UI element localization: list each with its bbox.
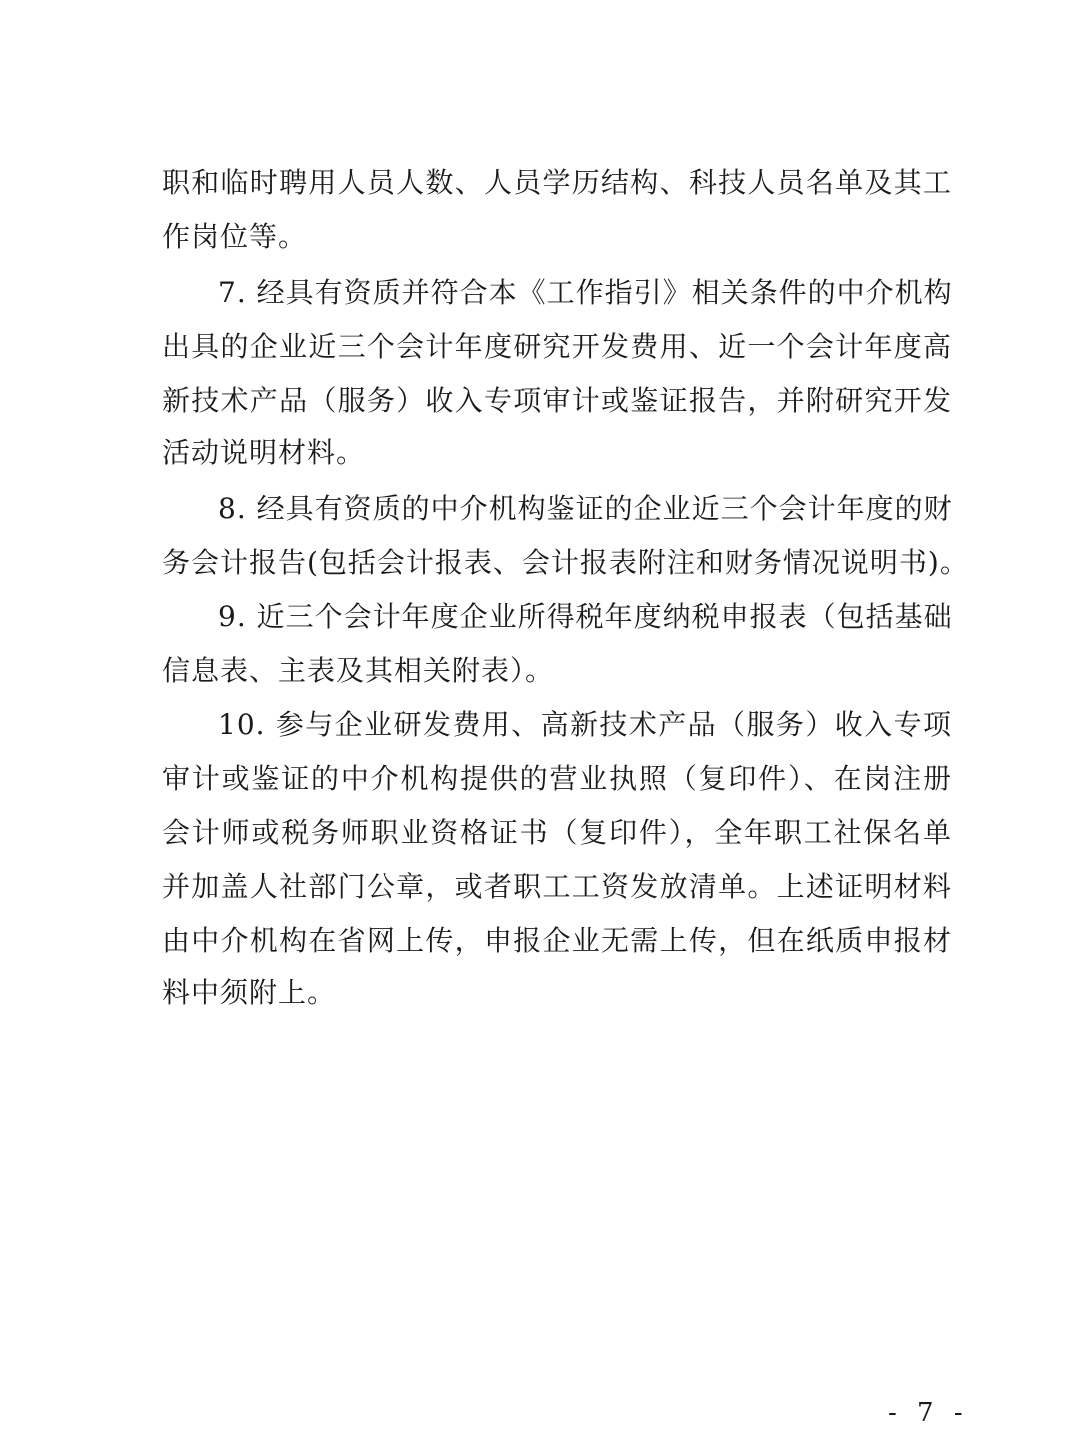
text-line: 作岗位等。 [162,220,308,253]
text-line: 出具的企业近三个会计年度研究开发费用、近一个会计年度高 [162,330,952,363]
text-line: 信息表、主表及其相关附表）。 [162,654,555,687]
list-item-7-line: 7. 经具有资质并符合本《工作指引》相关条件的中介机构 [218,276,953,309]
text-line: 会计师或税务师职业资格证书（复印件），全年职工社保名单 [162,816,952,849]
text-line: 务会计报告(包括会计报表、会计报表附注和财务情况说明书)。 [162,546,969,579]
text-line: 并加盖人社部门公章，或者职工工资发放清单。上述证明材料 [162,870,952,903]
page-number: - 7 - [888,1398,969,1428]
list-item-10-line: 10. 参与企业研发费用、高新技术产品（服务）收入专项 [218,708,952,741]
list-item-8-line: 8. 经具有资质的中介机构鉴证的企业近三个会计年度的财 [218,492,953,525]
text-line: 审计或鉴证的中介机构提供的营业执照（复印件）、在岗注册 [162,762,952,795]
text-line: 料中须附上。 [162,976,337,1009]
text-line: 活动说明材料。 [162,436,366,469]
list-item-9-line: 9. 近三个会计年度企业所得税年度纳税申报表（包括基础 [218,600,953,633]
text-line: 由中介机构在省网上传，申报企业无需上传，但在纸质申报材 [162,924,952,957]
text-line: 新技术产品（服务）收入专项审计或鉴证报告，并附研究开发 [162,384,952,417]
text-line: 职和临时聘用人员人数、人员学历结构、科技人员名单及其工 [162,166,952,199]
